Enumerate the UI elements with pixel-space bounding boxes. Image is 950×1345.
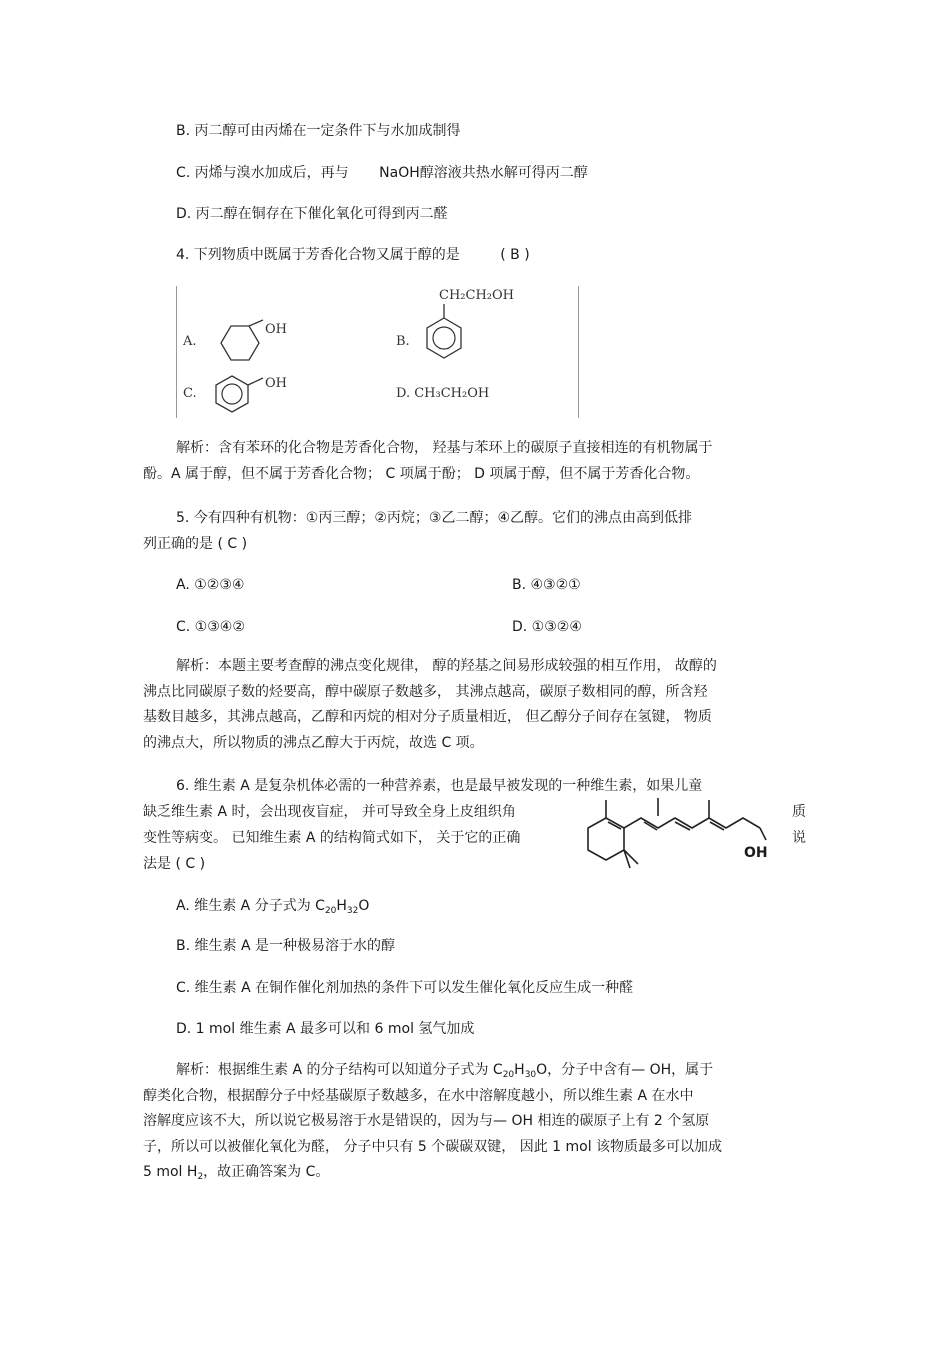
q6-option-a: [176, 897, 369, 920]
q6-option-a-sub-h: 32: [346, 906, 359, 916]
q3-option-c-naoh: NaOH: [379, 165, 420, 181]
q3-option-c-text-2: 醇溶液共热水解可得丙二醇: [419, 165, 588, 181]
q5-stem: [143, 509, 692, 560]
q4-stem-text: 4. 下列物质中既属于芳香化合物又属于醇的是: [176, 247, 460, 263]
q4-option-a-oh: OH: [265, 322, 287, 337]
q4-analysis-line-1: 解析：含有苯环的化合物是芳香化合物， 羟基与苯环上的碳原子直接相连的有机物属于: [176, 440, 713, 456]
q6-stem-line-2: 缺乏维生素 A 时，会出现夜盲症， 并可导致全身上皮组织角: [143, 804, 516, 820]
q6-analysis-formula-suffix: O，分子中含有— OH，属于: [536, 1062, 714, 1078]
q6-analysis-5-prefix: 5 mol H: [143, 1164, 198, 1180]
q6-analysis-sub-h: 30: [524, 1070, 537, 1080]
q4-analysis-line-2: 酚。A 属于醇，但不属于芳香化合物； C 项属于酚； D 项属于醇，但不属于芳香化合物。: [143, 465, 700, 482]
q4-option-d: D. CH₃CH₂OH: [396, 386, 490, 401]
q4-structures-figure: [176, 286, 579, 418]
q3-option-c-text-1: C. 丙烯与溴水加成后，再与: [176, 165, 349, 181]
q6-analysis-h: H: [514, 1062, 525, 1078]
q6-option-a-sub-c: 20: [324, 906, 337, 916]
q6-option-a-h: H: [336, 898, 347, 914]
q4-option-a-label: A.: [183, 334, 197, 349]
phenol-ring-icon: [211, 372, 271, 422]
benzene-ring-icon: [421, 304, 471, 374]
q6-option-a-o: O: [358, 898, 370, 914]
q5-option-b: B. ④③②①: [512, 577, 581, 593]
q5-analysis: [143, 657, 717, 759]
q4-stem: [176, 246, 530, 264]
q5-option-a: A. ①②③④: [176, 577, 245, 593]
q6-stem-line-1: 6. 维生素 A 是复杂机体必需的一种营养素，也是最早被发现的一种维生素，如果儿童: [176, 778, 703, 794]
q6-stem-line-2-end: 质: [792, 804, 806, 820]
q6-option-c: C. 维生素 A 在铜作催化剂加热的条件下可以发生催化氧化反应生成一种醛: [176, 980, 634, 996]
q6-option-d: D. 1 mol 维生素 A 最多可以和 6 mol 氢气加成: [176, 1021, 475, 1037]
q6-analysis-formula-prefix: 解析：根据维生素 A 的分子结构可以知道分子式为 C: [176, 1062, 503, 1078]
q3-option-b: B. 丙二醇可由丙烯在一定条件下与水加成制得: [176, 123, 461, 139]
q6-option-b: B. 维生素 A 是一种极易溶于水的醇: [176, 938, 395, 954]
q4-analysis: [143, 439, 712, 490]
q5-analysis-line-1: 解析：本题主要考查醇的沸点变化规律， 醇的羟基之间易形成较强的相互作用， 故醇的: [176, 658, 717, 674]
cyclohexane-ring-icon: [211, 316, 271, 376]
q6-analysis-sub-c: 20: [502, 1070, 515, 1080]
q6-analysis-5-suffix: ，故正确答案为 C。: [203, 1164, 330, 1180]
q3-option-c: [176, 164, 588, 182]
q6-stem-line-4: 法是 ( C ): [143, 856, 206, 872]
q5-analysis-line-3: 基数目越多，其沸点越高，乙醇和丙烷的相对分子质量相近， 但乙醇分子间存在氢键， 物质: [143, 709, 712, 725]
q4-option-c-oh: OH: [265, 376, 287, 391]
q6-stem-line-3-end: 说: [792, 830, 806, 846]
q4-answer: ( B ): [500, 247, 530, 263]
q5-option-d: D. ①③②④: [512, 619, 582, 635]
q6-analysis-line-1: [143, 1061, 722, 1087]
q5-stem-line-2: 列正确的是 ( C ): [143, 535, 248, 552]
q6-analysis: [143, 1061, 722, 1189]
q5-option-c: C. ①③④②: [176, 619, 245, 635]
q5-analysis-line-2: 沸点比同碳原子数的烃要高，醇中碳原子数越多， 其沸点越高，碳原子数相同的醇，所含羟: [143, 683, 708, 700]
vitamin-a-oh-label: OH: [744, 845, 768, 861]
q5-analysis-line-4: 的沸点大，所以物质的沸点乙醇大于丙烷，故选 C 项。: [143, 734, 484, 751]
q6-analysis-line-3: 溶解度应该不大，所以说它极易溶于水是错误的，因为与— OH 相连的碳原子上有 2 个氢原: [143, 1113, 710, 1129]
q4-option-b-label: B.: [396, 334, 410, 349]
q6-analysis-line-5: [143, 1163, 722, 1189]
vitamin-a-structure-icon: [586, 778, 786, 878]
q6-analysis-line-4: 子，所以可以被催化氧化为醛， 分子中只有 5 个碳碳双键， 因此 1 mol 该物质最多可以加成: [143, 1138, 723, 1155]
q5-stem-line-1: 5. 今有四种有机物：①丙三醇；②丙烷；③乙二醇；④乙醇。它们的沸点由高到低排: [176, 510, 693, 526]
q6-option-a-text: A. 维生素 A 分子式为 C: [176, 898, 325, 914]
q4-option-c-label: C.: [183, 386, 197, 401]
q6-stem-line-3: 变性等病变。 已知维生素 A 的结构简式如下， 关于它的正确: [143, 830, 521, 846]
q4-option-b-group: CH₂CH₂OH: [439, 288, 514, 303]
q6-analysis-line-2: 醇类化合物，根据醇分子中烃基碳原子数越多，在水中溶解度越小，所以维生素 A 在水中: [143, 1087, 694, 1104]
q6-analysis-5-sub: 2: [197, 1172, 204, 1182]
q3-option-d: D. 丙二醇在铜存在下催化氧化可得到丙二醛: [176, 206, 448, 222]
